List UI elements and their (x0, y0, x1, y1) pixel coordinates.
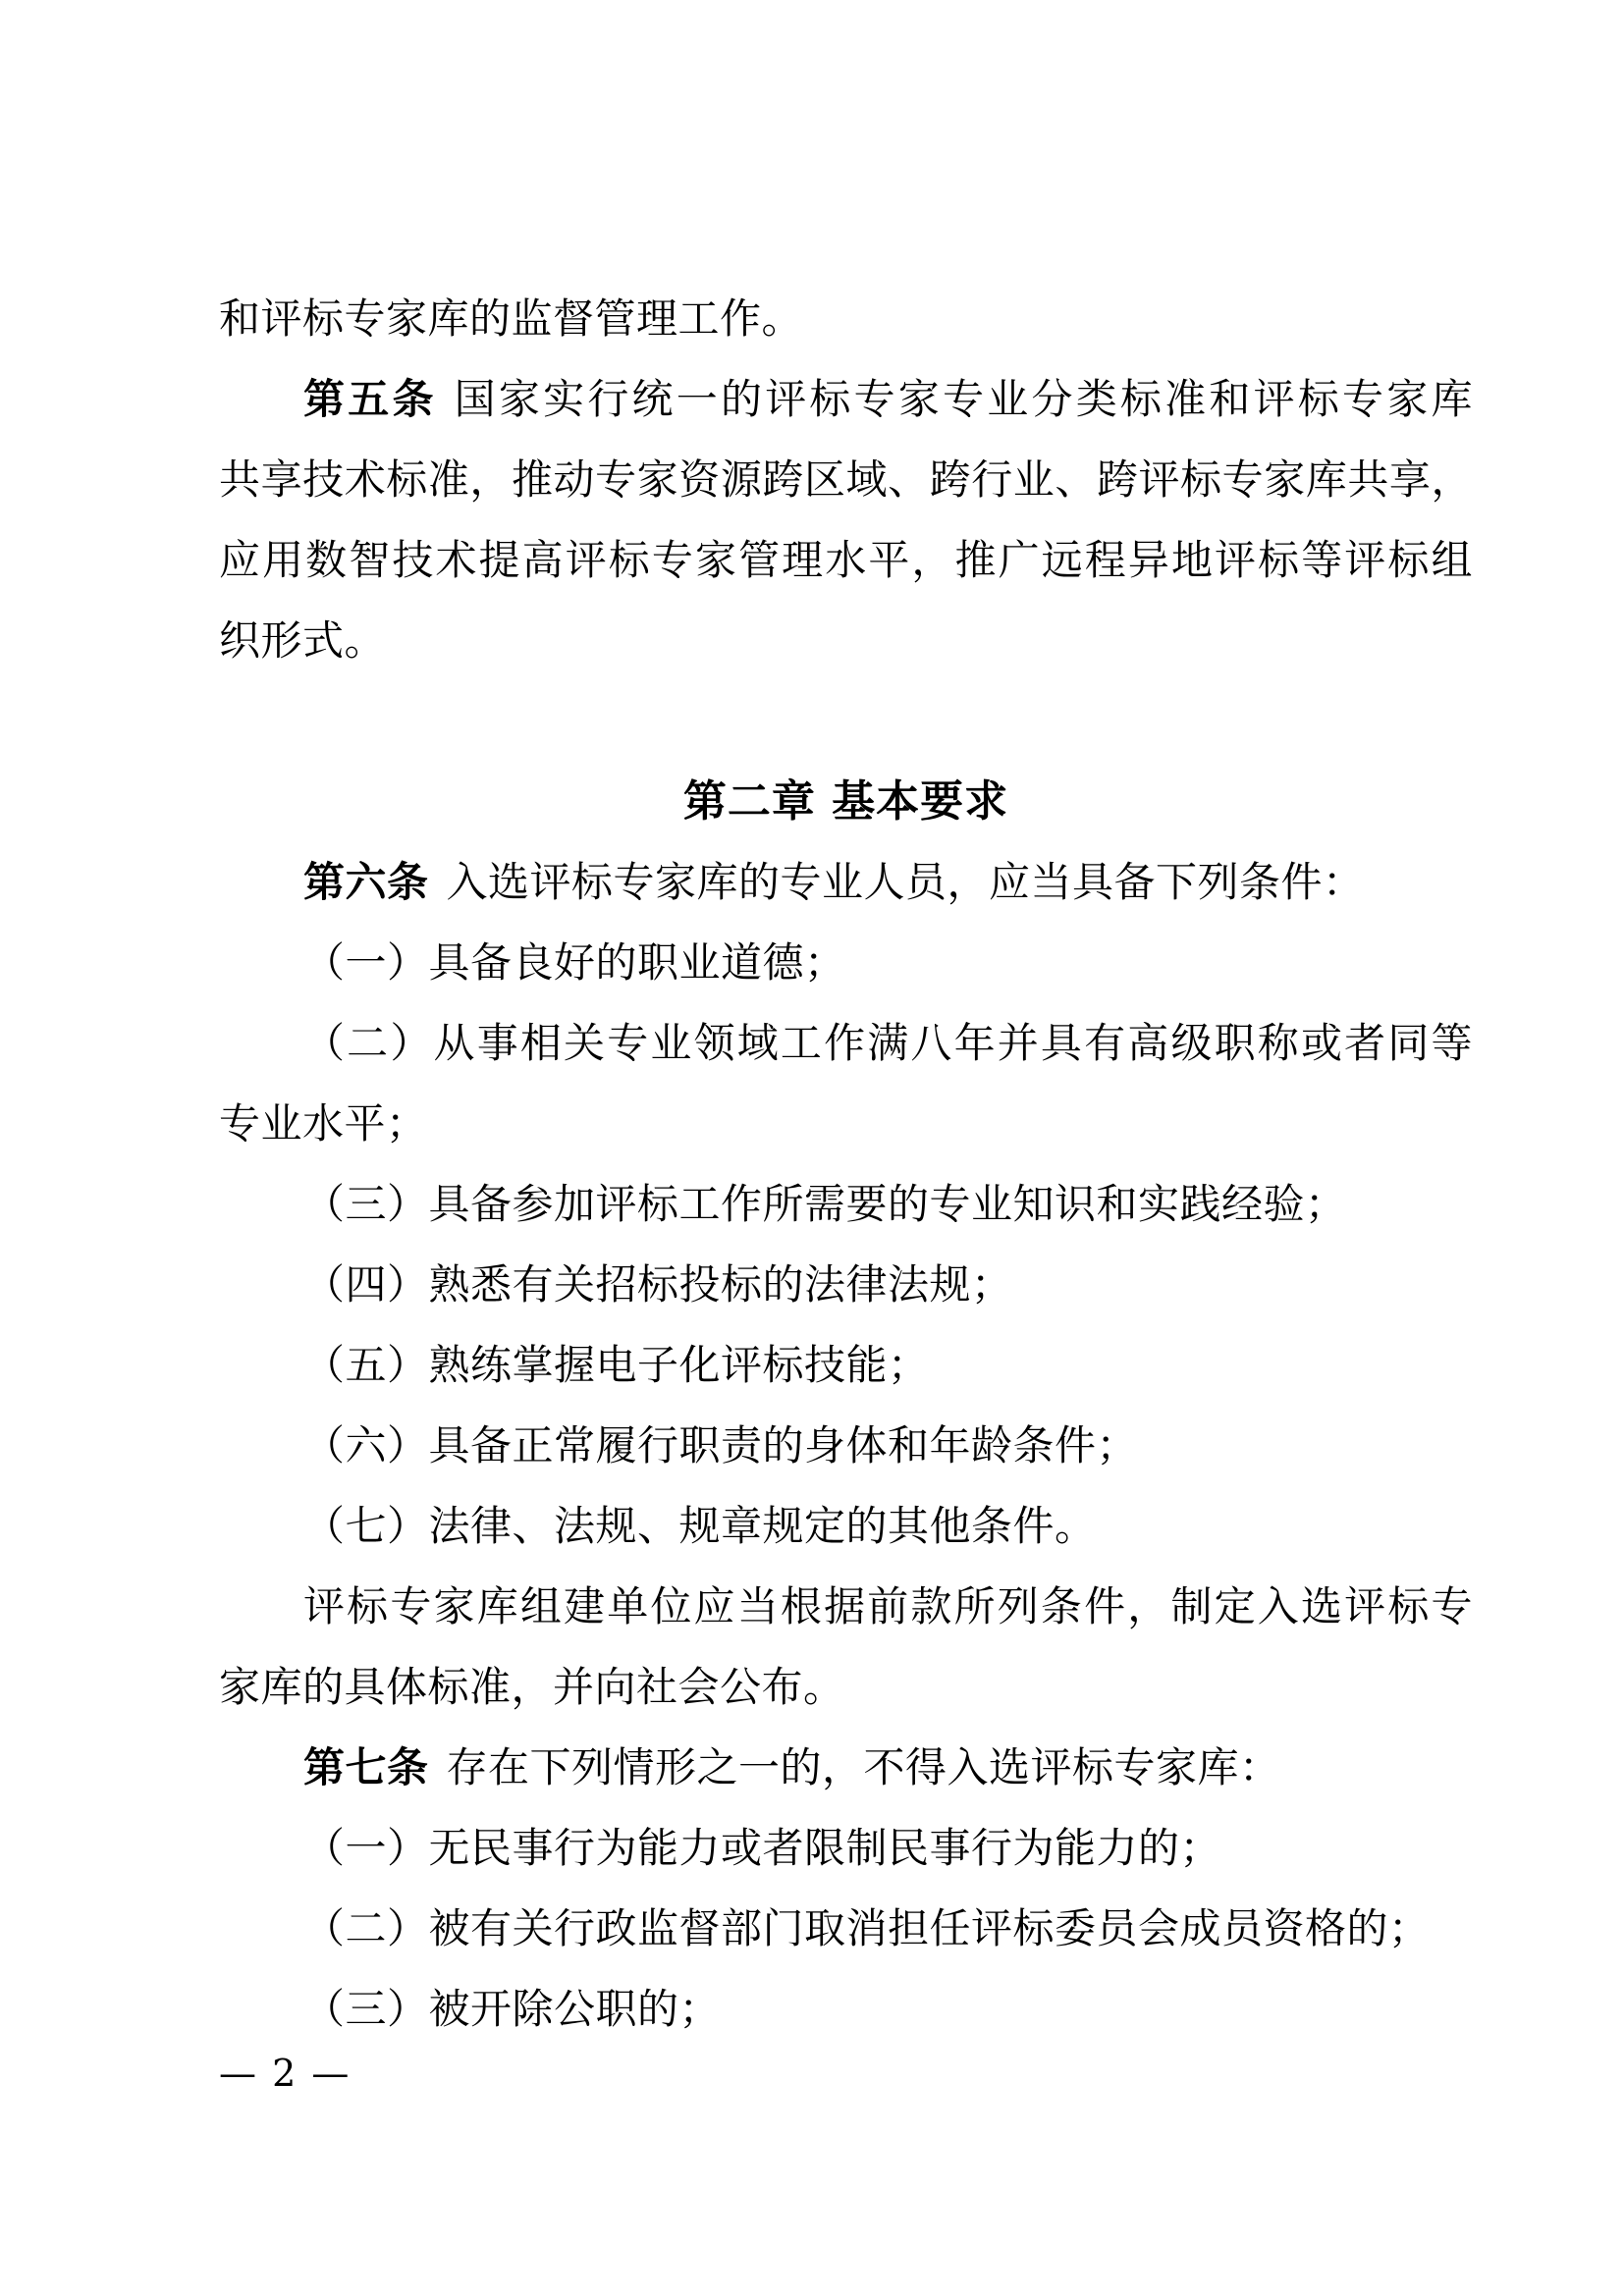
chapter-heading: 第二章 基本要求 (682, 776, 1009, 827)
body-text: （四）熟悉有关招标投标的法律法规； (303, 1260, 1013, 1308)
article6-item1-line (219, 923, 1473, 1003)
body-text: （六）具备正常履行职责的身体和年龄条件； (303, 1421, 1139, 1469)
article6-item6-line (219, 1406, 1473, 1486)
body-text: （一）具备良好的职业道德； (303, 938, 846, 987)
body-text: 评标专家库组建单位应当根据前款所列条件，制定入选评标专 (303, 1582, 1473, 1630)
article5-line4 (219, 601, 1473, 681)
body-text: 织形式。 (219, 616, 387, 665)
article7-item1-line (219, 1808, 1473, 1889)
body-text: 专业水平； (219, 1099, 428, 1148)
body-text: （一）无民事行为能力或者限制民事行为能力的； (303, 1824, 1222, 1872)
article7-label: 第七条 (303, 1743, 429, 1791)
article5-line3 (219, 520, 1473, 601)
body-text: （七）法律、法规、规章规定的其他条件。 (303, 1502, 1097, 1550)
article6-item2-line1 (219, 1003, 1473, 1084)
page-number: — 2 — (219, 2052, 352, 2095)
article5-line2 (219, 440, 1473, 520)
article5-label: 第五条 (303, 375, 437, 423)
body-text: （五）熟练掌握电子化评标技能； (303, 1341, 930, 1389)
article6-item7-line (219, 1486, 1473, 1567)
body-text: （三）具备参加评标工作所需要的专业知识和实践经验； (303, 1180, 1347, 1228)
article6-intro-line (219, 842, 1473, 923)
article5-line1 (219, 359, 1473, 440)
article6-closing-line1 (219, 1567, 1473, 1647)
body-text: 家库的具体标准，并向社会公布。 (219, 1663, 845, 1711)
paragraph-continuation-line (219, 279, 1473, 359)
body-text: （二）从事相关专业领域工作满八年并具有高级职称或者同等 (303, 1019, 1473, 1067)
article7-intro-line (219, 1728, 1473, 1808)
body-text: 共享技术标准，推动专家资源跨区域、跨行业、跨评标专家库共享， (219, 455, 1473, 504)
body-text: 存在下列情形之一的，不得入选评标专家库： (446, 1743, 1281, 1791)
document-body (219, 279, 1473, 2050)
article6-item2-line2 (219, 1084, 1473, 1164)
body-text: 入选评标专家库的专业人员，应当具备下列条件： (446, 858, 1365, 906)
body-text: （二）被有关行政监督部门取消担任评标委员会成员资格的； (303, 1904, 1431, 1952)
article6-item3-line (219, 1164, 1473, 1245)
article6-item4-line (219, 1245, 1473, 1325)
body-text: 和评标专家库的监督管理工作。 (219, 294, 804, 343)
body-text: 应用数智技术提高评标专家管理水平，推广远程异地评标等评标组 (219, 536, 1473, 584)
article6-item5-line (219, 1325, 1473, 1406)
article7-item2-line (219, 1889, 1473, 1969)
article7-item3-line (219, 1969, 1473, 2050)
body-text: （三）被开除公职的； (303, 1985, 722, 2033)
blank-line (219, 681, 1473, 762)
body-text: 国家实行统一的评标专家专业分类标准和评标专家库 (454, 375, 1473, 423)
article6-closing-line2 (219, 1647, 1473, 1728)
article6-label: 第六条 (303, 858, 429, 906)
